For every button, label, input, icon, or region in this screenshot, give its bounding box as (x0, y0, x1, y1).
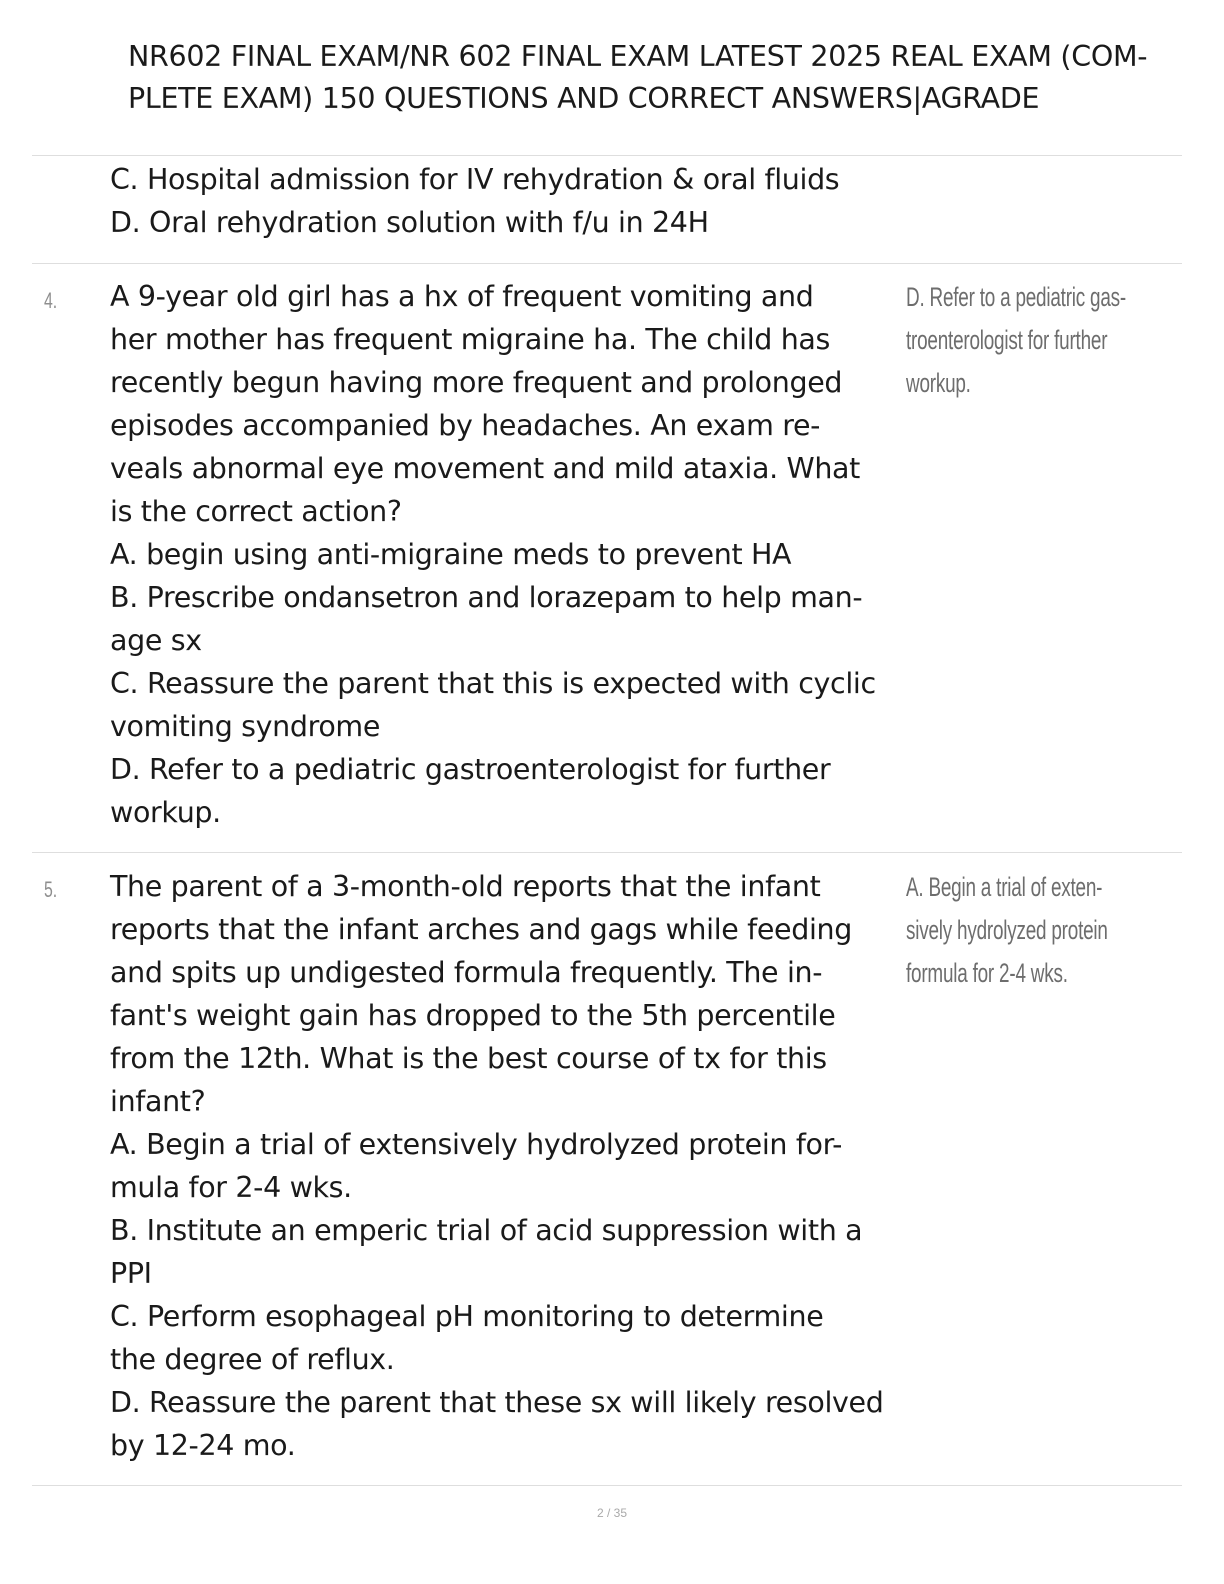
question-text: The parent of a 3-month-old reports that the infant reports that the infant arches and gags while feeding and spits up undigested formula frequently. The in- fant's weight gain has dropped to the 5th percentile from the 12th. What is the best course of tx for this infant? A. Begin a trial of extensively hydrolyzed protein for- mula for 2-4 wks. B. Institute an emperic trial of acid suppression with a PPI C. Perform esophageal pH monitoring to determine the degree of reflux. D. Reassure the parent that these sx will likely resolved by 12-24 mo. (110, 870, 884, 1462)
document-title: NR602 FINAL EXAM/NR 602 FINAL EXAM LATEST 2025 REAL EXAM (COM- PLETE EXAM) 150 QUESTIONS AND CORRECT ANSWERS|AGRADE (128, 40, 1148, 115)
correct-answer: D. Refer to a pediatric gas- troenterologist for further workup. (906, 282, 1126, 398)
divider (32, 852, 1182, 853)
question-number: 4. (44, 288, 58, 313)
page-indicator: 2 / 35 (596, 1506, 628, 1520)
divider (32, 1485, 1182, 1486)
previous-question-continuation: C. Hospital admission for IV rehydration & oral fluids D. Oral rehydration solution with f/u in 24H (110, 163, 840, 239)
question-text: A 9-year old girl has a hx of frequent vomiting and her mother has frequent migraine ha. The child has recently begun having more frequent and prolonged episodes accompanied by headaches. An exam re- veals abnormal eye movement and mild ataxia. What is the correct action? A. begin using anti-migraine meds to prevent HA B. Prescribe ondansetron and lorazepam to help man- age sx C. Reassure the parent that this is expected with cyclic vomiting syndrome D. Refer to a pediatric gastroenterologist for further workup. (110, 280, 876, 829)
divider (32, 263, 1182, 264)
question-number: 5. (44, 877, 58, 902)
divider (32, 155, 1182, 156)
correct-answer: A. Begin a trial of exten- sively hydrolyzed protein formula for 2-4 wks. (906, 872, 1108, 988)
